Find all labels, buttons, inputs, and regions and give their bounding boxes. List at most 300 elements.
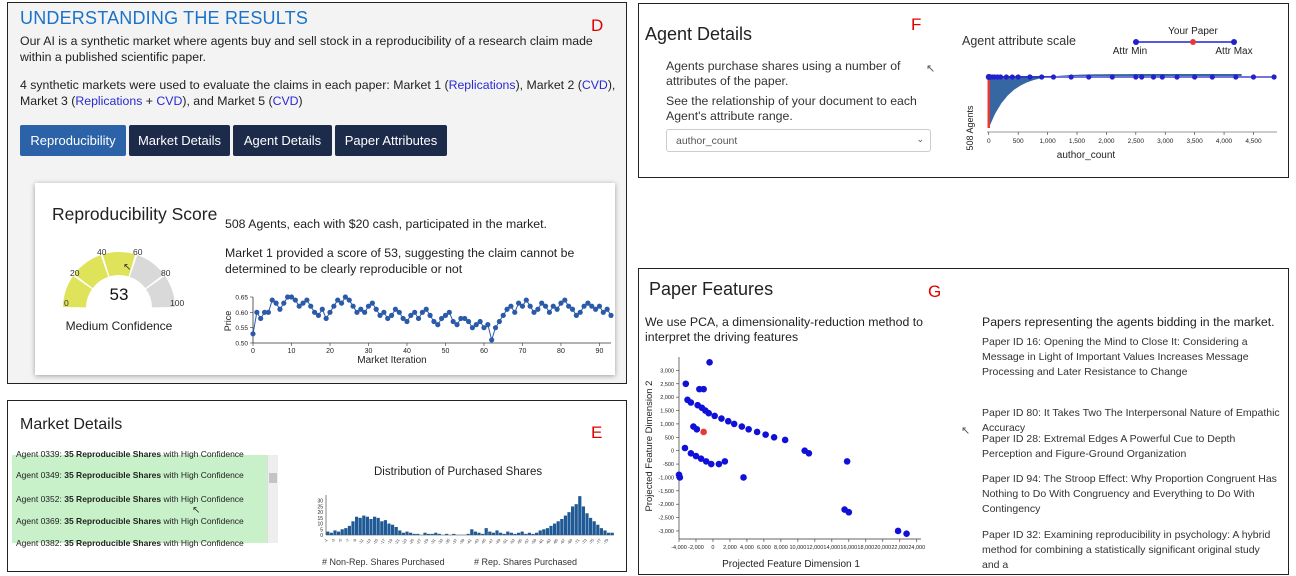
x-tick-label: 0 [711,545,715,551]
histogram-bar [549,526,552,535]
market-text [225,245,574,277]
attribute-select-value: author_count [676,135,738,147]
cvd-link[interactable]: CVD [156,94,183,108]
x-tick-label: -35 [443,537,452,546]
pca-point [740,474,747,481]
pca-point [739,423,746,430]
mouse-cursor-icon: ↖ [123,262,132,273]
price-point [597,304,602,309]
histogram-bar [445,534,448,535]
tab-market-details[interactable]: Market Details [129,125,230,156]
pca-point [682,445,689,452]
price-point [501,313,506,318]
x-tick-label: 20 [326,348,334,355]
histogram-bar [542,529,545,535]
cvd-link[interactable]: CVD [272,94,299,108]
histogram-bar [477,533,480,535]
histogram-bar [582,506,585,535]
markets-text-part: ), Market 2 ( [515,78,582,92]
pca-point [725,418,732,425]
tab-paper-attributes[interactable]: Paper Attributes [335,125,447,156]
page-title: UNDERSTANDING THE RESULTS [20,8,309,28]
agent-list-scrollbar[interactable] [267,455,278,543]
legend-non-rep: # Non-Rep. Shares Purchased [322,557,445,567]
x-tick-label: -61 [537,537,545,546]
x-tick-label: 4,000 [740,545,754,551]
attr-max-point [1004,74,1009,79]
agent-shares: 35 Reproducible Shares [64,538,162,548]
x-tick-label: 30 [364,348,373,355]
y-axis-label: 508 Agents [965,105,975,151]
pca-point [806,450,813,457]
pca-point [688,399,695,406]
histogram-bar [377,518,380,535]
gauge-tick: 100 [170,298,185,308]
attr-max-point [1069,74,1074,79]
legend-attr-min: Attr Min [1112,46,1148,57]
price-point [308,304,313,309]
agent-shares: 35 Reproducible Shares [64,470,162,480]
histogram-bar [564,516,567,535]
price-point [605,307,610,312]
market-text-line-2: determined to be clearly reproducible or not [225,262,463,276]
price-point [497,319,502,324]
y-tick-label: -2,000 [658,502,674,509]
gauge-confidence: Medium Confidence [65,319,173,333]
pca-scatter [641,351,961,573]
price-point [266,310,271,315]
histogram-bar [506,532,509,535]
price-point [404,319,409,324]
price-point [277,307,282,312]
histogram-bar [366,517,369,535]
x-tick-label: -13 [364,537,372,546]
paper-link[interactable]: Paper ID 94: The Stroop Effect: Why Proportion Congruent Has Nothing to Do With Congruency and Everything to Do With Contingency [982,473,1277,515]
histogram-bar [330,533,333,535]
y-tick-label: 0 [670,448,674,455]
attribute-scale-chart [959,16,1289,176]
x-tick-label: -79 [602,537,610,546]
gauge-tick: 80 [161,268,171,278]
score-title: Reproducibility Score [52,204,218,224]
price-point [543,304,548,309]
panel-letter-e: E [591,423,603,442]
markets-text-part: 4 synthetic markets were used to evaluate the claims in each paper: Market 1 ( [20,78,449,92]
price-point [435,322,440,327]
agent-suffix: with High Confidence [163,470,244,480]
histogram-bar [585,513,588,535]
histogram-bar [557,521,560,535]
x-tick-label: -43 [472,537,480,546]
agent-shares: 35 Reproducible Shares [64,494,162,504]
list-item[interactable] [16,449,244,459]
histogram-bar [488,532,491,535]
pca-point [754,429,761,436]
pca-point [895,528,902,535]
pca-point [731,421,738,428]
agent-label: Agent 0369: [16,516,62,526]
x-tick-label: -67 [558,537,567,546]
histogram-bar [434,533,437,535]
agent-label: Agent 0349: [16,470,62,480]
price-point [562,297,567,302]
x-tick-label: 8,000 [774,545,788,551]
agent-details-text-1: Agents purchase shares using a number of attributes of the paper. [666,59,901,88]
agent-suffix: with High Confidence [163,538,244,548]
x-tick-label: 2,000 [1098,138,1115,145]
price-point [547,310,552,315]
price-point [485,322,490,327]
histogram-bar [600,528,603,535]
shares-histogram [308,491,618,553]
x-tick-label: -69 [566,537,574,546]
histogram-bar [337,532,340,535]
price-point [304,297,309,302]
mouse-cursor-icon: ↖ [961,425,971,437]
markets-text-part: ), and Market 5 ( [182,94,273,108]
price-point [293,297,298,302]
legend-attr-max-dot [1231,39,1237,45]
replications-link[interactable]: Replications [448,78,516,92]
pca-point [903,530,910,537]
price-point [412,310,417,315]
x-tick-label: -39 [458,537,466,546]
histogram-bar [553,524,556,535]
x-tick-label: 0 [251,348,255,355]
y-tick-label: -2,500 [658,515,674,522]
agent-scale-title: Agent attribute scale [962,34,1076,48]
x-tick-label: 1,000 [1039,138,1056,145]
histogram-bar [607,533,610,535]
histogram-bar [485,528,488,535]
histogram-bar [344,528,347,535]
histogram-bar [528,533,531,535]
histogram-title: Distribution of Purchased Shares [374,466,543,478]
agent-suffix: with High Confidence [163,516,244,526]
y-tick-label: 0 [320,533,323,539]
x-tick-label: -37 [450,537,459,546]
agent-suffix: with High Confidence [163,494,244,504]
paper-link[interactable]: Paper ID 16: Opening the Mind to Close It: Considering a Message in Light of Important Values Increases Message Processing and Later Resistance to Change [982,336,1249,378]
agent-details-panel [638,3,1289,178]
x-tick-label: -73 [580,537,588,546]
mouse-cursor-icon: ↖ [192,505,201,516]
scrollbar-thumb[interactable] [269,473,277,483]
x-tick-label: 80 [557,348,565,355]
attr-max-point [1174,74,1179,79]
paper-link[interactable]: Paper ID 32: Examining reproducibility in psychology: A hybrid method for combining a statistically significant original study and a [982,529,1271,571]
price-point [316,313,321,318]
gauge-tick: 60 [133,247,143,257]
x-tick-label: 4,500 [1245,138,1262,145]
price-point [489,337,494,342]
price-point [273,301,278,306]
tab-reproducibility[interactable]: Reproducibility [20,125,126,156]
panel-letter-g: G [928,282,942,301]
intro-line-2: within a published scientific paper. [20,50,206,64]
attr-max-point [1133,74,1138,79]
price-point [424,307,429,312]
histogram-bar [395,527,398,535]
x-tick-label: 40 [403,348,411,355]
histogram-bar [589,518,592,535]
x-tick-label: -1 [322,537,329,544]
y-tick-label: 3,000 [660,368,674,375]
histogram-bar [470,529,473,535]
histogram-bar [531,534,534,535]
histogram-bar [539,530,542,535]
price-point [508,304,513,309]
histogram-bar [474,532,477,535]
x-tick-label: 3,500 [1186,138,1203,145]
y-tick-label: -1,500 [658,488,674,495]
x-tick-label: 70 [518,348,527,355]
histogram-bar [391,525,394,535]
x-tick-label: -63 [544,537,552,546]
y-tick-label: 10 [317,521,323,528]
replications-link[interactable]: Replications [75,94,143,108]
price-point [250,331,255,336]
attr-max-point [1139,74,1144,79]
histogram-bar [409,533,412,535]
histogram-bar [413,534,416,535]
histogram-bar [578,496,581,535]
markets-text [20,77,620,109]
agent-suffix: with High Confidence [163,449,244,459]
histogram-bar [362,516,365,535]
histogram-bar [333,530,336,535]
price-point [389,313,394,318]
x-tick-label: 6,000 [757,545,771,551]
price-point [528,304,533,309]
markets-text-part: + [142,94,157,108]
price-point [397,310,402,315]
pca-point [718,415,725,422]
histogram-bar [575,504,578,535]
x-tick-label: 90 [595,348,604,355]
price-chart [223,293,613,365]
pca-point [706,359,713,366]
intro-text [20,33,620,65]
agent-attribute-area [989,74,1242,128]
agent-label: Agent 0352: [16,494,62,504]
reproducibility-panel [7,2,627,384]
price-point [374,307,379,312]
markets-text-part: ) [298,94,303,108]
markets-text-part: ), [607,78,616,92]
x-axis-label: author_count [1056,150,1116,161]
attr-max-point [1027,74,1032,79]
agent-label: Agent 0382: [16,538,62,548]
y-tick-label: 500 [664,435,674,442]
paper-link[interactable]: Paper ID 28: Extremal Edges A Powerful Cue to Depth Perception and Figure-Ground Organization [982,433,1236,460]
histogram-bar [398,530,401,535]
pca-point [782,437,789,444]
attr-max-point [1271,74,1276,79]
price-point [520,304,525,309]
attr-max-point [1010,74,1015,79]
attr-max-point [998,74,1003,79]
histogram-bar [369,519,372,535]
x-tick-label: 22,000 [891,545,909,551]
histogram-bar [492,533,495,535]
x-tick-label: 3,000 [1157,138,1174,145]
y-tick-label: 2,500 [660,381,674,388]
x-tick-label: -21 [393,537,401,546]
histogram-bar [427,534,430,535]
histogram-bar [517,533,520,535]
y-tick-label: -3,000 [658,528,674,535]
attr-max-point [1251,74,1256,79]
reproducibility-card [35,183,615,375]
y-tick-label: -500 [662,462,674,469]
paper-link[interactable]: Paper ID 80: It Takes Two The Interpersonal Nature of Empathic Accuracy [982,407,1280,434]
y-tick-label: 0.65 [235,294,248,302]
x-tick-label: 500 [1012,138,1024,145]
y-tick-label: 20 [317,510,323,517]
histogram-bar [380,521,383,535]
attr-max-point [1233,74,1238,79]
x-tick-label: 18,000 [857,545,875,551]
histogram-bar [326,532,329,535]
histogram-bar [521,532,524,535]
x-tick-label: -2,000 [688,545,704,551]
histogram-bar [405,532,408,535]
gauge-tick: 40 [97,247,107,257]
pca-point [745,426,752,433]
x-tick-label: -33 [436,537,444,546]
x-tick-label: -17 [378,537,387,546]
histogram-bar [423,533,426,535]
price-point [331,304,336,309]
list-item[interactable] [16,516,244,526]
histogram-bar [416,534,419,535]
mouse-cursor-icon: ↖ [926,63,936,75]
agent-details-title: Agent Details [645,24,753,44]
x-tick-label: -31 [429,537,437,546]
price-point [466,319,471,324]
price-point [447,310,452,315]
x-tick-label: 20,000 [874,545,892,551]
legend-rep: # Rep. Shares Purchased [474,557,578,567]
histogram-bar [402,533,405,535]
x-tick-label: -5 [336,537,344,544]
histogram-bar [596,525,599,535]
price-point [258,316,263,321]
attr-max-point [1160,74,1165,79]
price-point [327,310,332,315]
y-tick-label: 0.60 [235,309,248,317]
x-tick-label: -27 [414,537,423,546]
attr-max-point [1192,74,1197,79]
histogram-bar [603,530,606,535]
pca-point [708,461,715,468]
price-point [254,310,259,315]
histogram-bar [510,533,513,535]
panel-letter-f: F [911,15,922,34]
list-item[interactable] [16,494,244,504]
pca-point [700,386,707,393]
y-tick-label: 30 [317,498,323,505]
histogram-bar [524,534,527,535]
pca-point [762,431,769,438]
price-point [578,310,583,315]
markets-text-part: Market 3 ( [20,94,76,108]
y-tick-label: 1,000 [660,421,674,428]
x-tick-label: 1,500 [1068,138,1086,145]
x-tick-label: 24,000 [908,545,926,551]
agent-shares: 35 Reproducible Shares [64,516,162,526]
pca-text: We use PCA, a dimensionality-reduction method to interpret the driving features [645,315,923,344]
x-tick-label: 16,000 [840,545,858,551]
x-tick-label: 50 [441,348,450,355]
paper-features-title: Paper Features [649,279,774,299]
x-tick-label: -75 [587,537,596,546]
price-point [347,297,352,302]
pca-point [694,426,701,433]
x-tick-label: -65 [551,537,560,546]
y-tick-label: 25 [317,504,323,511]
histogram-bar [384,520,387,535]
histogram-bar [503,534,506,535]
cvd-link[interactable]: CVD [581,78,608,92]
y-axis-label: Projected Feature Dimension 2 [644,380,655,512]
score-gauge [45,238,220,378]
histogram-bar [431,534,434,535]
agent-list[interactable] [12,449,277,548]
price-point [524,297,529,302]
x-tick-label: -45 [479,537,488,546]
panel-letter-d: D [591,16,604,35]
x-tick-label: -7 [344,537,351,544]
histogram-bar [387,524,390,535]
x-axis-label: Market Iteration [357,355,427,366]
legend-attr-min-dot [1133,39,1139,45]
pca-point [771,434,778,441]
x-tick-label: -23 [400,537,408,546]
price-point [535,307,540,312]
price-point [339,301,344,306]
pca-point [682,380,689,387]
pca-point [846,509,853,516]
x-tick-label: -19 [386,537,394,546]
price-point [478,319,483,324]
histogram-bar [560,519,563,535]
attr-max-point [1110,74,1115,79]
agent-shares: 35 Reproducible Shares [64,449,162,459]
x-tick-label: -29 [422,537,430,546]
histogram-bar [499,533,502,535]
price-point [350,304,355,309]
market-details-panel [7,400,627,572]
x-tick-label: 14,000 [823,545,841,551]
histogram-bar [593,521,596,535]
x-tick-label: -11 [357,537,365,546]
x-tick-label: -4,000 [671,545,687,551]
x-tick-label: -49 [494,537,502,546]
list-item[interactable] [16,538,244,548]
pca-point [705,410,712,417]
histogram-bar [355,517,358,535]
intro-line-1: Our AI is a synthetic market where agents buy and sell stock in a reproducibility of a research claim made [20,34,593,48]
tab-agent-details[interactable]: Agent Details [233,125,332,156]
list-item[interactable] [16,470,244,480]
histogram-bar [359,518,362,535]
x-axis-label: Projected Feature Dimension 1 [722,559,860,570]
attribute-select[interactable] [666,129,931,152]
attr-min-point [986,74,992,80]
pca-point [722,458,729,465]
